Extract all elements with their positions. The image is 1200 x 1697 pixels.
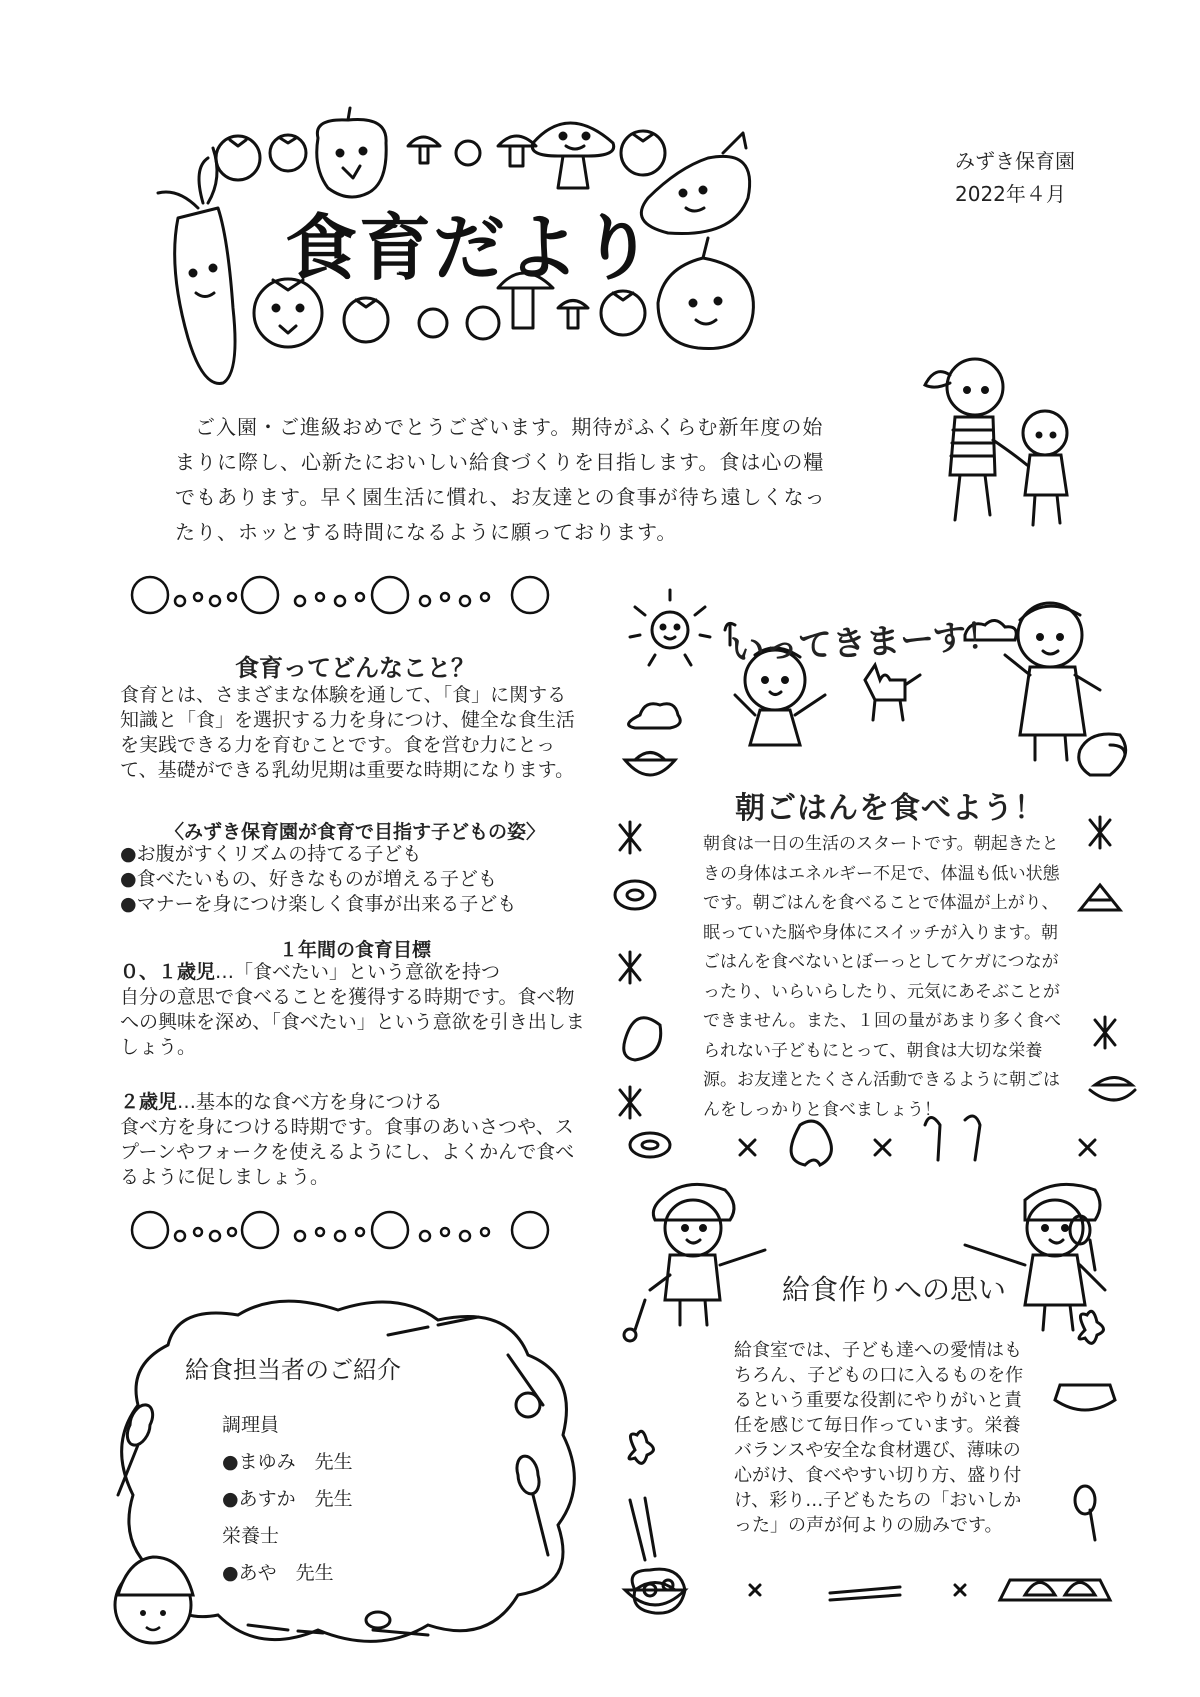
goals-list bbox=[120, 842, 590, 917]
intro-paragraph bbox=[175, 410, 830, 550]
age01-goal-text: …「食べたい」という意欲を持つ bbox=[215, 961, 501, 983]
cook-item: ●あすか 先生 bbox=[222, 1488, 353, 1510]
age01-goal bbox=[120, 960, 585, 985]
org-name: みずき保育園 bbox=[955, 149, 1075, 173]
age01-body: 自分の意思で食べることを獲得する時期です。食べ物への興味を深め、「食べたい」という意欲を引き出しましょう。 bbox=[120, 986, 585, 1058]
age2-goal bbox=[120, 1090, 585, 1115]
flower-divider-top bbox=[120, 565, 590, 625]
goal-item: ●食べたいもの、好きなものが増える子ども bbox=[120, 868, 497, 890]
bottom-food-decorations bbox=[630, 1555, 1130, 1635]
breakfast-body: 朝食は一日の生活のスタートです。朝起きたときの身体はエネルギー不足で、体温も低い状態です。朝ごはんを食べることで体温が上がり、眠っていた脳や身体にスイッチが入ります。朝ごはんを食べないとぼーっとしてケガにつながったり、いらいらしたり、元気にあそぶことができません。また、１回の量があまり多く食べられない子どもにとって、朝食は大切な栄養源。お友達とたくさん活動できるように朝ごはんをしっかりと食べましょう！ bbox=[703, 834, 1062, 1120]
shokuiku-body: 食育とは、さまざまな体験を通して、「食」に関する知識と「食」を選択する力を身につけ、健全な食生活を実践できる力を育むことです。食を営む力にとって、基礎ができる乳幼児期は重要な時期になります。 bbox=[120, 684, 575, 781]
shokuiku-title: 食育ってどんなこと？ bbox=[235, 654, 475, 682]
age2-label: ２歳児 bbox=[120, 1091, 178, 1113]
goal-item: ●お腹がすくリズムの持てる子ども bbox=[120, 843, 422, 865]
yearly-goals-title: １年間の食育目標 bbox=[278, 939, 431, 961]
age01-label: ０、１歳児 bbox=[120, 961, 216, 983]
lunch-making-body: 給食室では、子ども達への愛情はもちろん、子どもの口に入るものを作るという重要な役割にやりがいと責任を感じて毎日作っています。栄養バランスや安全な食材選び、薄味の心がけ、食べやすい切り方、盛り付け、彩り…子どもたちの「おいしかった」の声が何よりの励みです。 bbox=[734, 1340, 1024, 1536]
nutritionist-item: ●あや 先生 bbox=[222, 1562, 334, 1584]
intro-text: ご入園・ご進級おめでとうございます。期待がふくらむ新年度の始まりに際し、心新たにおいしい給食づくりを目指します。食は心の糧でもあります。早く園生活に慣れ、お友達との食事が待ち遠しくなったり、ホッとする時間になるように願っております。 bbox=[175, 415, 826, 544]
goal-item: ●マナーを身につけ楽しく食事が出来る子ども bbox=[120, 893, 517, 915]
newsletter-meta bbox=[955, 145, 1075, 211]
lunch-making-title: 給食作りへの思い bbox=[782, 1273, 1007, 1306]
cook-item: ●まゆみ 先生 bbox=[222, 1451, 353, 1473]
nutritionist-label: 栄養士 bbox=[222, 1525, 280, 1547]
issue-date: 2022年４月 bbox=[955, 182, 1066, 206]
goals-title: 〈みずき保育園が食育で目指す子どもの姿〉 bbox=[164, 821, 545, 843]
breakfast-title: 朝ごはんを食べよう！ bbox=[735, 791, 1045, 826]
flower-divider-bottom bbox=[120, 1200, 590, 1260]
age2-goal-text: …基本的な食べ方を身につける bbox=[177, 1091, 443, 1113]
children-walking-illustration bbox=[915, 355, 1100, 535]
newsletter-title: 食育だより bbox=[285, 205, 656, 290]
staff-title: 給食担当者のご紹介 bbox=[185, 1356, 401, 1384]
cook-label: 調理員 bbox=[222, 1414, 280, 1436]
itte-kimasu-heading: いってきまーす！ bbox=[729, 615, 1002, 671]
age2-body: 食べ方を身につける時期です。食事のあいさつや、スプーンやフォークを使えるようにし、よくかんで食べるように促しましょう。 bbox=[120, 1116, 575, 1188]
